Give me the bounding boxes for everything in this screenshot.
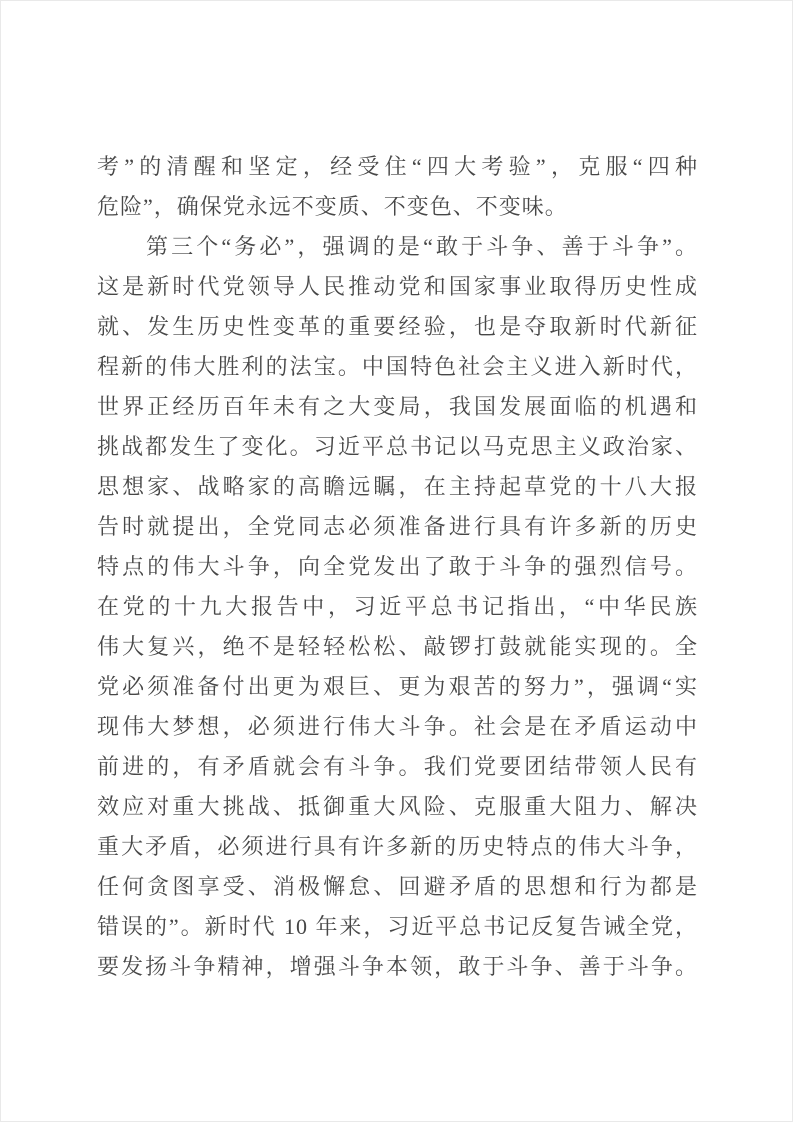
text-line: 世界正经历百年未有之大变局，我国发展面临的机遇和 bbox=[97, 394, 698, 419]
text-line: 现伟大梦想，必须进行伟大斗争。社会是在矛盾运动中 bbox=[97, 714, 698, 739]
text-line: 告时就提出，全党同志必须准备进行具有许多新的历史 bbox=[97, 514, 698, 539]
text-line: 危险”，确保党永远不变质、不变色、不变味。 bbox=[97, 194, 568, 219]
text-line: 错误的”。新时代 10 年来，习近平总书记反复告诫全党， bbox=[97, 914, 698, 939]
text-line: 这是新时代党领导人民推动党和国家事业取得历史性成 bbox=[97, 274, 698, 299]
text-line: 挑战都发生了变化。习近平总书记以马克思主义政治家、 bbox=[97, 434, 698, 459]
text-line: 特点的伟大斗争，向全党发出了敢于斗争的强烈信号。 bbox=[97, 554, 698, 579]
text-line: 要发扬斗争精神，增强斗争本领，敢于斗争、善于斗争。 bbox=[97, 954, 698, 979]
text-line: 效应对重大挑战、抵御重大风险、克服重大阻力、解决 bbox=[97, 794, 698, 819]
text-line: 考”的清醒和坚定，经受住“四大考验”，克服“四种 bbox=[97, 154, 698, 179]
text-line-paragraph-start: 第三个“务必”，强调的是“敢于斗争、善于斗争”。 bbox=[146, 234, 698, 259]
text-line: 党必须准备付出更为艰巨、更为艰苦的努力”，强调“实 bbox=[97, 674, 698, 699]
document-text-block bbox=[97, 147, 698, 987]
text-line: 就、发生历史性变革的重要经验，也是夺取新时代新征 bbox=[97, 314, 698, 339]
text-line: 程新的伟大胜利的法宝。中国特色社会主义进入新时代， bbox=[97, 354, 698, 379]
text-line: 任何贪图享受、消极懈怠、回避矛盾的思想和行为都是 bbox=[97, 874, 698, 899]
text-line: 伟大复兴，绝不是轻轻松松、敲锣打鼓就能实现的。全 bbox=[97, 634, 698, 659]
text-line: 前进的，有矛盾就会有斗争。我们党要团结带领人民有 bbox=[97, 754, 698, 779]
text-line: 在党的十九大报告中，习近平总书记指出，“中华民族 bbox=[97, 594, 698, 619]
text-line: 重大矛盾，必须进行具有许多新的历史特点的伟大斗争， bbox=[97, 834, 698, 859]
text-line: 思想家、战略家的高瞻远瞩，在主持起草党的十八大报 bbox=[97, 474, 698, 499]
